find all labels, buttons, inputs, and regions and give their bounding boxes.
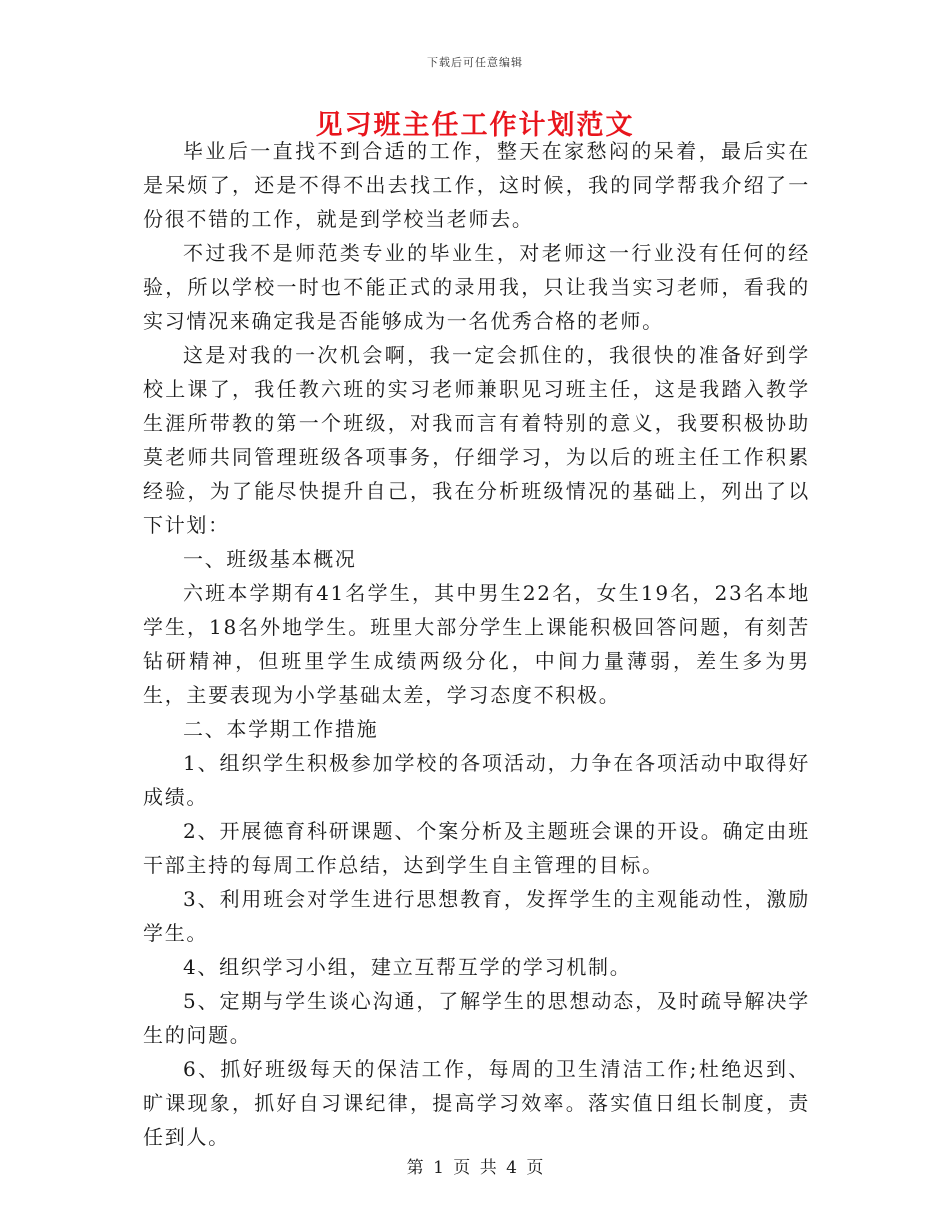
document-body xyxy=(143,134,810,1154)
list-item-measure-1: 1、组织学生积极参加学校的各项活动，力争在各项活动中取得好成绩。 xyxy=(143,751,810,809)
list-item-measure-6: 6、抓好班级每天的保洁工作，每周的卫生清洁工作;杜绝迟到、旷课现象，抓好自习课纪律，提高学习效率。落实值日组长制度，责任到人。 xyxy=(143,1057,810,1149)
page-header: 下载后可任意编辑 xyxy=(427,56,523,69)
document-title: 见习班主任工作计划范文 xyxy=(315,110,635,141)
paragraph-intro: 毕业后一直找不到合适的工作，整天在家愁闷的呆着，最后实在是呆烦了，还是不得不出去找工作，这时候，我的同学帮我介绍了一份很不错的工作，就是到学校当老师去。 xyxy=(143,139,810,231)
paragraph-background: 不过我不是师范类专业的毕业生，对老师这一行业没有任何的经验，所以学校一时也不能正式的录用我，只让我当实习老师，看我的实习情况来确定我是否能够成为一名优秀合格的老师。 xyxy=(143,241,810,333)
page-number-footer: 第 1 页 共 4 页 xyxy=(406,1158,544,1178)
paragraph-opportunity: 这是对我的一次机会啊，我一定会抓住的，我很快的准备好到学校上课了，我任教六班的实习老师兼职见习班主任，这是我踏入教学生涯所带教的第一个班级，对我而言有着特别的意义，我要积极协助莫老师共同管理班级各项事务，仔细学习，为以后的班主任工作积累经验，为了能尽快提升自己，我在分析班级情况的基础上，列出了以下计划： xyxy=(143,343,810,537)
paragraph-class-overview: 六班本学期有41名学生，其中男生22名，女生19名，23名本地学生，18名外地学生。班里大部分学生上课能积极回答问题，有刻苦钻研精神，但班里学生成绩两级分化，中间力量薄弱，差生多为男生，主要表现为小学基础太差，学习态度不积极。 xyxy=(143,581,810,707)
list-item-measure-3: 3、利用班会对学生进行思想教育，发挥学生的主观能动性，激励学生。 xyxy=(143,887,810,945)
list-item-measure-2: 2、开展德育科研课题、个案分析及主题班会课的开设。确定由班干部主持的每周工作总结，达到学生自主管理的目标。 xyxy=(143,819,810,877)
section-heading-class-overview: 一、班级基本概况 xyxy=(183,547,357,571)
list-item-measure-5: 5、定期与学生谈心沟通，了解学生的思想动态，及时疏导解决学生的问题。 xyxy=(143,989,810,1047)
section-heading-work-measures: 二、本学期工作措施 xyxy=(183,717,379,741)
list-item-measure-4: 4、组织学习小组，建立互帮互学的学习机制。 xyxy=(183,955,632,979)
